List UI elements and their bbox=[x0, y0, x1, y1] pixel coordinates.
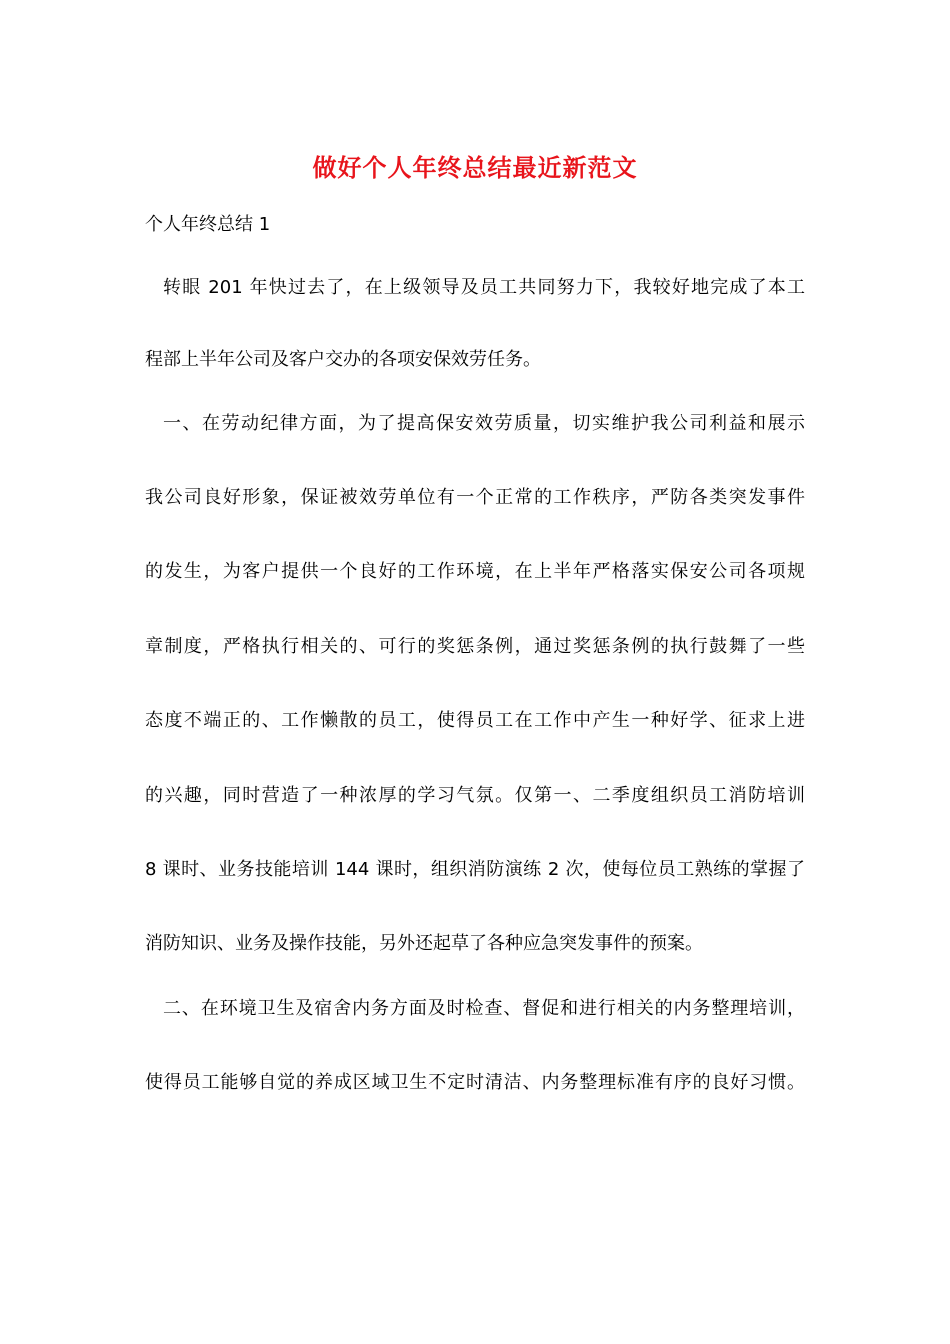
section-heading: 个人年终总结 1 bbox=[145, 214, 271, 235]
paragraph-line: 二、在环境卫生及宿舍内务方面及时检查、督促和进行相关的内务整理培训， bbox=[163, 998, 805, 1019]
paragraph-line: 一、在劳动纪律方面，为了提高保安效劳质量，切实维护我公司利益和展示 bbox=[163, 413, 805, 434]
paragraph-line: 章制度，严格执行相关的、可行的奖惩条例，通过奖惩条例的执行鼓舞了一些 bbox=[145, 636, 805, 657]
document-title: 做好个人年终总结最近新范文 bbox=[312, 153, 638, 182]
paragraph-line: 我公司良好形象，保证被效劳单位有一个正常的工作秩序，严防各类突发事件 bbox=[145, 487, 805, 508]
paragraph-line: 转眼 201 年快过去了，在上级领导及员工共同努力下，我较好地完成了本工 bbox=[163, 277, 805, 298]
paragraph-line: 程部上半年公司及客户交办的各项安保效劳任务。 bbox=[145, 349, 541, 370]
paragraph-line: 态度不端正的、工作懒散的员工，使得员工在工作中产生一种好学、征求上进 bbox=[145, 710, 805, 731]
paragraph-line: 8 课时、业务技能培训 144 课时，组织消防演练 2 次，使每位员工熟练的掌握了 bbox=[145, 859, 805, 880]
paragraph-line: 使得员工能够自觉的养成区域卫生不定时清洁、内务整理标准有序的良好习惯。 bbox=[145, 1072, 805, 1093]
paragraph-line: 的兴趣，同时营造了一种浓厚的学习气氛。仅第一、二季度组织员工消防培训 bbox=[145, 785, 805, 806]
paragraph-line: 消防知识、业务及操作技能，另外还起草了各种应急突发事件的预案。 bbox=[145, 933, 703, 954]
paragraph-line: 的发生，为客户提供一个良好的工作环境，在上半年严格落实保安公司各项规 bbox=[145, 561, 805, 582]
